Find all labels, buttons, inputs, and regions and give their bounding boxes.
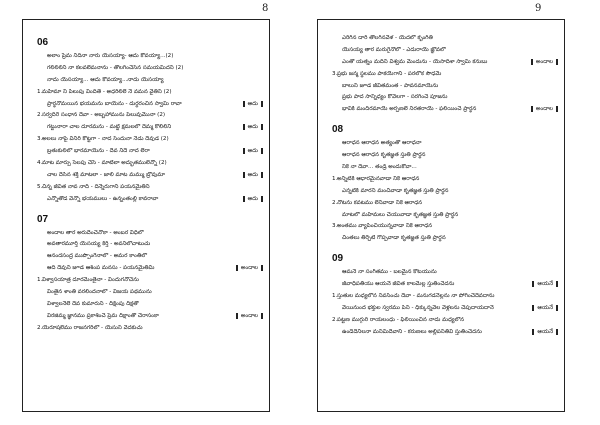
page-number-right: 9: [535, 3, 542, 14]
verse-number: 1.: [332, 293, 338, 300]
refrain-reference: ఆదు: [243, 172, 263, 178]
song-line: [37, 136, 263, 148]
lyric-text: అన్నిటికీ ఆధారమైనవాడా నీకే ఆరాధన: [337, 175, 420, 182]
refrain-reference: అందాల: [236, 265, 263, 271]
refrain-reference: అందాల: [531, 106, 558, 112]
lyric-text: చిన్న జీవిత నావ నాది - దిన్నెరుగాని పయనమైతిని: [42, 183, 150, 190]
refrain-reference: అందాల: [531, 59, 558, 65]
right-page: [317, 19, 565, 412]
refrain-reference: ఆదు: [243, 148, 263, 154]
song-line: [37, 160, 263, 172]
lyric-text: సర్వదిరే సంధాన దేవా - అబ్బహామును పిలువుమొనా (2): [42, 112, 166, 119]
lyric-text: ఎన్నోతోడ వెన్నో భయములు - ఉన్నంతంల్లి కావరావా: [47, 195, 159, 202]
song-line: [332, 235, 558, 247]
verse-number: 2.: [37, 112, 43, 119]
lyric-text: ఎన్నటికీ మారని మంచివాడా కృతజ్ఞత స్తుతి ప్రార్థన: [342, 187, 449, 194]
verse-number: 3.: [332, 223, 338, 230]
verse-number: 5.: [37, 183, 43, 190]
song-line: [332, 269, 558, 281]
lyric-text: అవతారమూర్తి యేసయ్య కీర్తి - అవనిలోచాటుచు: [47, 241, 151, 248]
lyric-text: మాట మార్పు సెలపు చేసే - మాటిలా అద్భుతములెన్నో (2): [42, 160, 167, 167]
lyric-text: ఆమనే నా సంగీతము - బలమైన కోటయును: [342, 269, 437, 276]
song-line: [37, 89, 263, 101]
lyric-text: ఎరిగిన దారి తొలగినవేళ - యెదలో కృంగితి: [342, 35, 433, 41]
lyric-text: అలాం ప్రేమ నిదినా నారు యేసయ్యా- ఆదు కోవయ్యా...(2): [47, 53, 174, 59]
song-line: [332, 106, 558, 118]
lyric-text: పట్టణ ముగ్గురి రాయలంధు - ఫిలియించిన నాదు మధ్యలోన: [337, 316, 465, 323]
lyric-text: యెరూషలేము రాజనగరిలో - యేసుని వెదకుచు: [42, 324, 143, 331]
song-line: [37, 313, 263, 325]
verse-number: 1.: [37, 88, 43, 95]
song-line: [37, 196, 263, 208]
lyric-text: యేసయ్య తార మరుగైనోలో - ఎదురాయె జ్ఞోవలో: [342, 46, 446, 53]
song-line: [332, 94, 558, 106]
lyric-text: బ్రతుకులిలో భారమాయెను - దేవ నిదే నాద లేరా: [47, 148, 150, 155]
lyric-text: విశ్వాసయాత్ర దూరమెంతైనా - విందుగనోచెను: [42, 277, 139, 284]
song-line: [332, 329, 558, 341]
song-line: [37, 253, 263, 265]
left-page-content: [23, 20, 269, 337]
lyric-text: అంతము వ్యాపించియున్నవాడా నీకే ఆరాధన: [337, 223, 433, 230]
lyric-text: అందాల తార అరుదెంచెనొకా - అంబర వీధిలో: [47, 229, 144, 236]
lyric-text: స్తుతుల మధ్యలోన నివసించు దేవా - మనుగడనెల్లను నా పోగించేదెవదాను: [337, 293, 495, 300]
song-line: [37, 148, 263, 160]
song-line: [37, 124, 263, 136]
song-line: [37, 184, 263, 196]
lyric-text: బాలుని జూడ జీవితమంత - పావనమాయెను: [342, 82, 439, 89]
lyric-text: భావికి మందిరమాయె అర్పణలే నిరతరాయె - ఫలియించె ప్రార్థన: [342, 106, 477, 113]
song-line: [332, 35, 558, 47]
lyric-text: వేయినుంద భక్తుల స్వరము పీని - ధిక్కున్నవెల వెళ్లలను చేపుదాయదానే: [342, 304, 494, 311]
lyric-text: చింతలు తీర్చేటి గొప్పవాడా కృతజ్ఞత స్తుతి ప్రార్థన: [342, 235, 446, 242]
refrain-reference: అందాల: [236, 313, 263, 319]
lyric-text: నోటను కవటము లేనివాడా నీకే ఆరాధన: [337, 199, 423, 206]
song-line: [37, 77, 263, 89]
verse-number: 2.: [37, 324, 43, 331]
song-line: [332, 83, 558, 95]
lyric-text: చాల దేసిన శక్తి మాటలా - జాలి మాట మమ్ము బ్రోవుమా: [47, 171, 165, 178]
lyric-text: జీవాధిపతియు ఆయనే జీవిత కాలమెల్ల స్తుతించెదను: [342, 281, 455, 288]
lyric-text: ఎంతో యత్నం మదిని విశ్వమ మెందును - యేసాదిశా స్వామి కనుబు: [342, 58, 488, 65]
song-line: [332, 140, 558, 152]
verse-number: 1.: [332, 175, 338, 182]
lyric-text: వింతైన శాంతి వరలిందనాలో - విజయ పథమును: [47, 289, 152, 296]
song-line: [332, 200, 558, 212]
song-line: [37, 265, 263, 277]
song-line: [37, 277, 263, 289]
song-line: [37, 65, 263, 77]
song-line: [332, 176, 558, 188]
song-line: [37, 101, 263, 113]
song-line: [37, 230, 263, 242]
lyric-text: ఆనందసంద్ర ముప్పొంగెనాలో - అమర కాంతిలో: [47, 253, 147, 260]
refrain-reference: ఆదు: [243, 196, 263, 202]
song-line: [37, 241, 263, 253]
lyric-text: నాదు యేసయ్యా... ఆదు కోవయ్యా...నాదు యేసయ్యా: [47, 76, 164, 83]
song-line: [332, 164, 558, 176]
refrain-reference: ఆదు: [243, 101, 263, 107]
lyric-text: మహిమా నీ పిలుపు విందితే - అధరిలిలే నే వమన వైతిని (2): [42, 88, 172, 95]
song-number: 08: [332, 124, 344, 136]
lyric-text: ఆరాధన ఆరాధన కృతజ్ఞత స్తుతి ప్రార్థన: [342, 152, 426, 159]
song-line: [332, 223, 558, 235]
song-line: [332, 59, 558, 71]
lyric-text: మాటలో మహిమలు చేయువాడా కృతజ్ఞత స్తుతి ప్రార్థన: [342, 211, 459, 218]
verse-number: 1.: [37, 277, 43, 284]
lyric-text: ఆది దేవుని జూడ ఆశింప మనసు - పయనమైతిమి: [47, 265, 155, 272]
song-number: 07: [37, 213, 49, 225]
song-line: [332, 293, 558, 305]
song-line: [332, 152, 558, 164]
song-line: [332, 317, 558, 329]
lyric-text: ప్రభు జన్మ స్థలము పాకయేగాని - పరలోక సౌధమే: [337, 70, 442, 77]
refrain-reference: ఆదు: [243, 124, 263, 130]
left-page: [22, 19, 270, 412]
lyric-text: విశ్వాలనేలే దేవ కుమారుని - దీక్షింపు దీక్షతో: [47, 300, 139, 307]
song-line: [332, 305, 558, 317]
song-number: 06: [37, 37, 49, 48]
song-line: [37, 325, 263, 337]
song-line: [332, 71, 558, 83]
refrain-reference: ఆయనే: [532, 281, 558, 287]
verse-number: 2.: [332, 316, 338, 323]
song-line: [37, 172, 263, 184]
song-line: [37, 112, 263, 124]
lyric-text: అలలు నాపై వినిరి కొట్టగా - నాద సిందునా నెడు దేవుడ (2): [42, 136, 169, 143]
page-number-left: 8: [262, 3, 269, 14]
right-page-content: [318, 20, 564, 341]
verse-number: 2.: [332, 199, 338, 206]
song-line: [332, 281, 558, 293]
lyric-text: ప్రార్థనోమయిన భయమను బాయెను - దుర్ధరంచిన స్వామి రావా: [47, 100, 182, 107]
lyric-text: గలిలిలిని నా కలవలేమనాను - తొలగించేసిన సమయమిదని (2): [47, 64, 184, 71]
lyric-text: గట్టునారా చాల దూరమను - మట్టి క్షమలలో దెమ్మ కొలిలిని: [47, 124, 172, 131]
lyric-text: విరజిమ్మ జ్ఞానము ప్రకాశించె ప్రేమ దీక్షాంతో చేరాసంకా: [47, 312, 159, 319]
refrain-reference: ఆయనే: [532, 329, 558, 335]
lyric-text: ఉండెదెనిలనా మనిమిదేవాని - కరుణలు అల్లిపనితివి స్తుతించెదను: [342, 328, 482, 335]
song-line: [332, 188, 558, 200]
song-line: [332, 212, 558, 224]
refrain-reference: ఆయనే: [532, 305, 558, 311]
lyric-text: నీకే నా దేవా... తండ్రి అందుకోవా...: [342, 164, 417, 171]
verse-number: 3.: [37, 136, 43, 143]
song-line: [332, 47, 558, 59]
song-line: [37, 53, 263, 65]
lyric-text: ఆరాధన ఆరాధన అత్యంతో ఆరాధనా: [342, 140, 422, 147]
lyric-text: ప్రభు పాద సాన్నిధ్యం కోవెలగా - సరగించె పూజను: [342, 94, 448, 101]
song-line: [37, 289, 263, 301]
song-number: 09: [332, 253, 344, 265]
verse-number: 3.: [332, 70, 338, 77]
song-line: [37, 301, 263, 313]
verse-number: 4.: [37, 160, 43, 167]
